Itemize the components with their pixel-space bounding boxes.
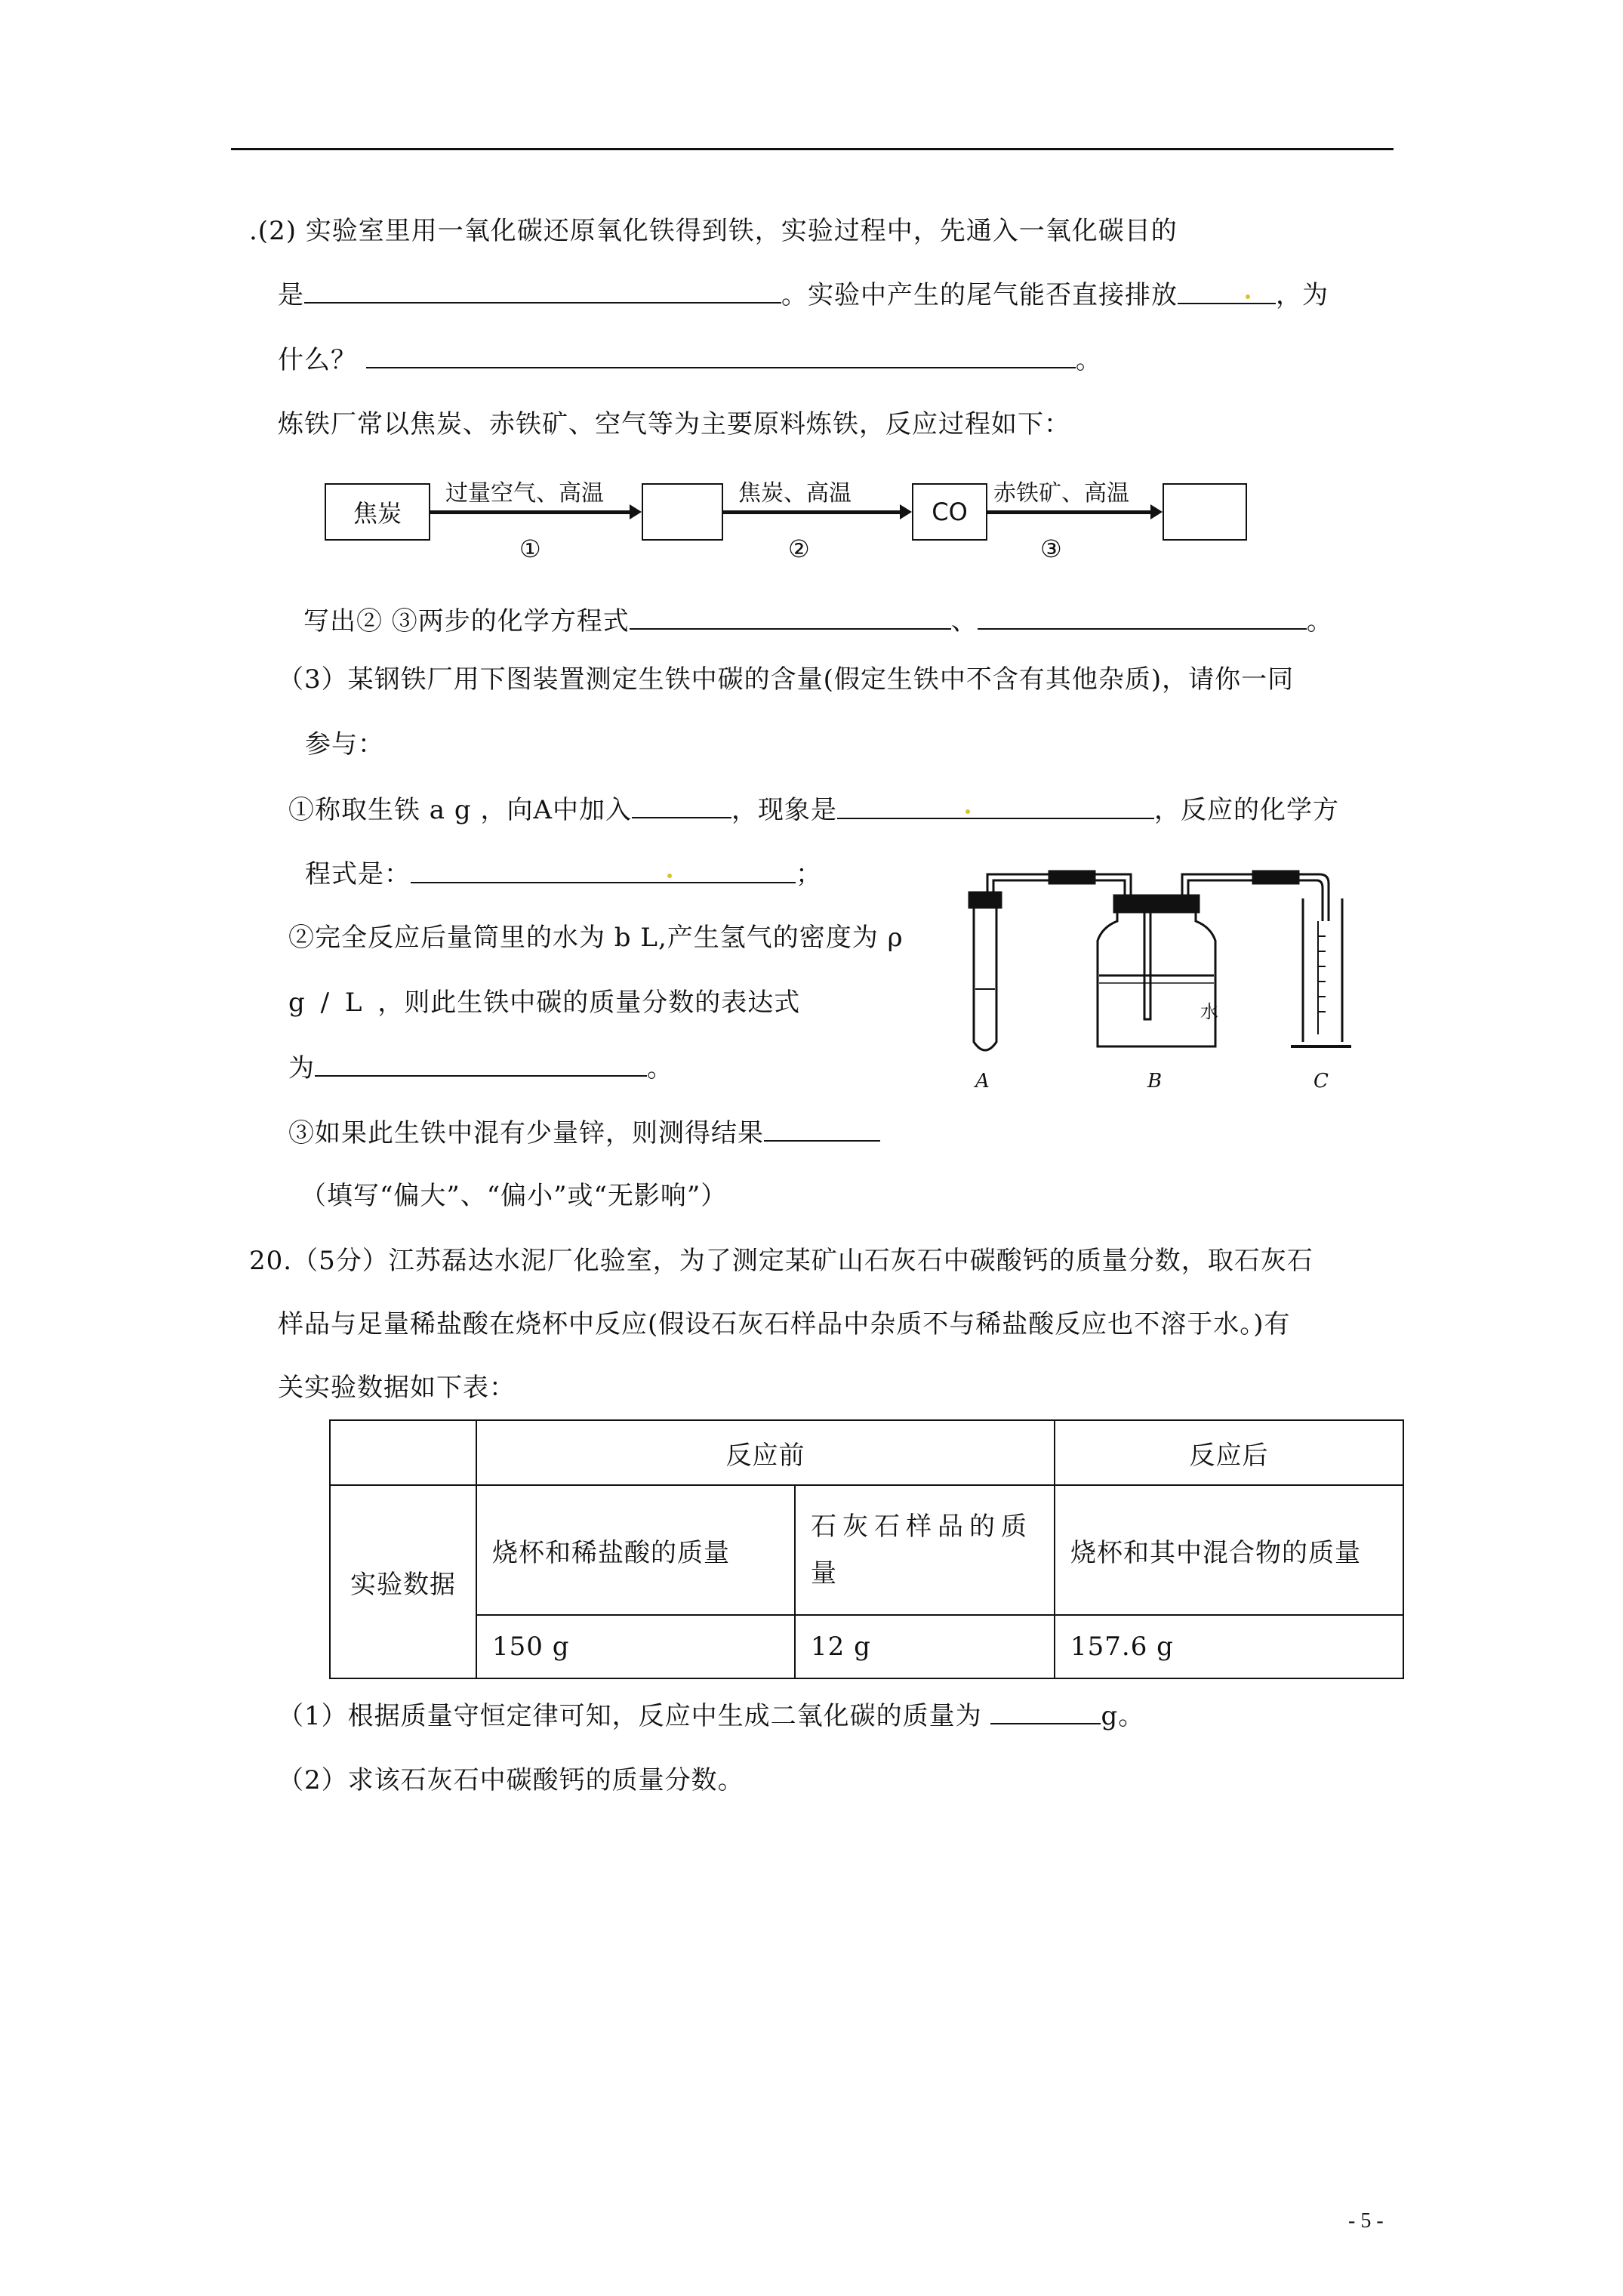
q20-sub2: （2）求该石灰石中碳酸钙的质量分数。 bbox=[278, 1765, 744, 1795]
q20-sub1b: g。 bbox=[1101, 1701, 1145, 1731]
q3-part3 bbox=[288, 1114, 880, 1151]
table-col-sample bbox=[795, 1485, 1055, 1615]
answer-blank-co2-mass[interactable] bbox=[990, 1697, 1101, 1724]
answer-blank-reagent[interactable] bbox=[632, 791, 731, 818]
flow-arrow3-label: 赤铁矿、高温 bbox=[993, 480, 1129, 507]
q3-part2-line2: g / L ，则此生铁中碳的质量分数的表达式 bbox=[288, 988, 801, 1018]
label-c: C bbox=[1313, 1070, 1329, 1093]
table-col-sample-line1: 石灰石样品的质 bbox=[811, 1512, 1033, 1542]
q2-line2b: 。实验中产生的尾气能否直接排放 bbox=[781, 280, 1178, 310]
stopper-b bbox=[1114, 895, 1199, 912]
q20-line3: 关实验数据如下表： bbox=[278, 1373, 516, 1403]
q2-intro: 炼铁厂常以焦炭、赤铁矿、空气等为主要原料炼铁，反应过程如下： bbox=[278, 409, 1070, 439]
q3-p1e: ； bbox=[796, 859, 822, 889]
label-water: 水 bbox=[1200, 1001, 1218, 1022]
q20-sub1a: （1）根据质量守恒定律可知，反应中生成二氧化碳的质量为 bbox=[278, 1701, 982, 1731]
table-value-beaker-acid: 150 g bbox=[476, 1615, 795, 1678]
q2-separator: 、 bbox=[950, 606, 978, 636]
answer-blank-why[interactable] bbox=[366, 341, 1076, 368]
q3-p1a: ①称取生铁 a g ，向A中加入 bbox=[288, 795, 633, 825]
q2-line3 bbox=[278, 341, 1102, 378]
table-cell-empty bbox=[330, 1420, 476, 1485]
q3-part3-hint: （填写“偏大”、“偏小”或“无影响”） bbox=[300, 1181, 728, 1211]
q3-part1 bbox=[288, 791, 1339, 828]
flow-box-co bbox=[912, 483, 987, 541]
yellow-dot-mark bbox=[667, 874, 672, 878]
q3-p3a: ③如果此生铁中混有少量锌，则测得结果 bbox=[288, 1118, 764, 1148]
table-value-mixture: 157.6 g bbox=[1055, 1615, 1403, 1678]
q3-p1c: ，反应的化学方 bbox=[1154, 795, 1340, 825]
q3-p1d: 程式是： bbox=[305, 859, 411, 889]
q2-line2c: ，为 bbox=[1276, 280, 1329, 310]
q3-part2-line3 bbox=[288, 1049, 673, 1086]
q3-part2-line1: ②完全反应后量筒里的水为 b L,产生氢气的密度为 ρ bbox=[288, 923, 904, 953]
flow-step3: ③ bbox=[1040, 535, 1062, 563]
q2-end: 。 bbox=[1306, 606, 1333, 636]
header-rule bbox=[231, 148, 1394, 150]
yellow-dot-mark bbox=[1246, 294, 1250, 299]
flow-arrow1-label: 过量空气、高温 bbox=[445, 480, 604, 507]
label-a: A bbox=[975, 1070, 990, 1093]
q3-p2d: 。 bbox=[647, 1053, 673, 1083]
table-col-beaker-acid: 烧杯和稀盐酸的质量 bbox=[476, 1485, 795, 1615]
page-number: - 5 - bbox=[1348, 2209, 1384, 2233]
q2-line3b: 。 bbox=[1075, 345, 1102, 375]
q2-line2 bbox=[278, 276, 1329, 313]
flow-step2: ② bbox=[788, 535, 810, 563]
answer-blank-direct-discharge[interactable] bbox=[1178, 277, 1276, 304]
answer-blank-purpose[interactable] bbox=[304, 276, 781, 304]
flow-arrow-1 bbox=[430, 510, 631, 514]
q3-part1-equation bbox=[305, 856, 822, 892]
flow-arrow2-label: 焦炭、高温 bbox=[738, 480, 852, 507]
q3-line1: （3）某钢铁厂用下图装置测定生铁中碳的含量(假定生铁中不含有其他杂质)，请你一同 bbox=[278, 664, 1295, 695]
q20-line2: 样品与足量稀盐酸在烧杯中反应(假设石灰石样品中杂质不与稀盐酸反应也不溶于水。)有 bbox=[278, 1309, 1291, 1339]
test-tube-a bbox=[974, 906, 996, 1050]
q3-p1b: ，现象是 bbox=[731, 795, 838, 825]
flow-box-co-label: CO bbox=[932, 498, 968, 526]
answer-blank-phenomenon[interactable] bbox=[837, 792, 1154, 819]
q3-p2c: 为 bbox=[288, 1053, 315, 1083]
table-row bbox=[330, 1485, 1403, 1615]
q2-write-label: 写出② ③两步的化学方程式 bbox=[303, 606, 630, 636]
q2-line3a: 什么？ bbox=[278, 345, 357, 375]
rubber-joint-1 bbox=[1049, 871, 1095, 883]
q20-sub1 bbox=[278, 1697, 1144, 1734]
flow-box-coke bbox=[325, 483, 430, 541]
label-b: B bbox=[1147, 1070, 1163, 1093]
q2-line2a: 是 bbox=[278, 280, 304, 310]
flow-box-blank-2 bbox=[1163, 483, 1247, 541]
answer-blank-equation3[interactable] bbox=[978, 603, 1307, 630]
answer-blank-equation2[interactable] bbox=[630, 603, 951, 630]
table-header-before: 反应前 bbox=[476, 1420, 1055, 1485]
stopper-a bbox=[969, 892, 1001, 908]
q2-write-equations bbox=[303, 603, 1333, 639]
table-col-sample-line2: 量 bbox=[811, 1558, 837, 1589]
q20-line1: 20.（5分）江苏磊达水泥厂化验室，为了测定某矿山石灰石中碳酸钙的质量分数，取石灰石 bbox=[249, 1246, 1313, 1276]
q2-line1: .(2) 实验室里用一氧化碳还原氧化铁得到铁，实验过程中，先通入一氧化碳目的 bbox=[249, 216, 1178, 246]
table-value-sample: 12 g bbox=[795, 1615, 1055, 1678]
table-row bbox=[330, 1615, 1403, 1678]
rubber-joint-2 bbox=[1253, 871, 1298, 883]
table-row bbox=[330, 1420, 1403, 1485]
inner-tube bbox=[1144, 905, 1150, 1019]
yellow-dot-mark bbox=[965, 809, 970, 814]
flow-arrow-3 bbox=[987, 510, 1152, 514]
answer-blank-carbon-fraction[interactable] bbox=[315, 1049, 647, 1077]
flow-arrow-2 bbox=[723, 510, 901, 514]
ironmaking-flow-diagram bbox=[325, 474, 1261, 580]
flow-box-blank-1 bbox=[642, 483, 723, 541]
apparatus-svg bbox=[959, 868, 1351, 1110]
table-row-label: 实验数据 bbox=[330, 1485, 476, 1678]
table-col-mixture: 烧杯和其中混合物的质量 bbox=[1055, 1485, 1403, 1615]
flow-box-coke-label: 焦炭 bbox=[353, 499, 402, 528]
answer-blank-chemical-equation[interactable] bbox=[411, 856, 796, 883]
apparatus-diagram bbox=[959, 868, 1351, 1110]
flow-step1: ① bbox=[519, 535, 541, 563]
table-header-after: 反应后 bbox=[1055, 1420, 1403, 1485]
experiment-data-table bbox=[329, 1419, 1404, 1679]
answer-blank-result[interactable] bbox=[764, 1114, 880, 1142]
q3-line2: 参与： bbox=[305, 729, 384, 760]
